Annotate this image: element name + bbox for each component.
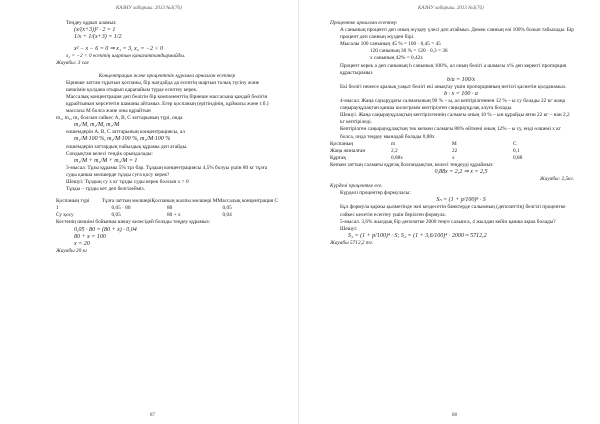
text-line: өлшемдерін заттардың пайыздық құрамы деп атайды.: [66, 143, 188, 150]
table-row: [330, 148, 574, 155]
left-page-body: [0, 20, 300, 255]
text-line: Тұзды – тұзды кет деп белгілейміз.: [66, 186, 145, 193]
table-row: [330, 155, 574, 162]
text-line: х санының 42% = 0,42x: [370, 55, 423, 62]
paragraph: А санының проценті деп оның жүздеу үлесі деп атаймыз. Демек санның өзі 100% болып табылады. Бір процент деп санның жүзден бірі.: [340, 27, 574, 41]
paragraph: Екі бөлігі немесе аралық уақыт бөлігі екі анықтау үшін пропорцияның негізгі қасиетін қолданамыз.: [340, 83, 567, 90]
text-line: өлшемдерін A, B, C заттарының концентрациясы, ал: [66, 129, 185, 136]
equation: Sₙ = (1 + p/100)ⁿ · S: [436, 197, 486, 204]
section-title: Күрделі процентке есе.: [330, 183, 383, 190]
table-header-cell: Массалық концентрация C: [217, 198, 278, 205]
page-number: 88: [452, 413, 457, 418]
table-cell: 0,88x: [391, 154, 403, 161]
table-cell: 22: [452, 147, 458, 154]
answer-line: Жауабы: 2,5кг.: [539, 176, 574, 183]
table-header: [330, 141, 574, 148]
equation: 80 + x = 100: [74, 233, 106, 240]
answer-line: Жауабы 5712,2 тг.: [330, 239, 374, 246]
table-header-cell: Тұзға заттың мөлшері: [101, 198, 152, 205]
table-row: [56, 212, 278, 219]
equation: (x/(x+3))² · 2 = 1: [74, 27, 116, 34]
equation: b/a = 100/x: [446, 76, 476, 83]
table-row: [56, 205, 278, 212]
paragraph: 4-мысал. Жаңа сауырудағы салмағының 90 % – ы, ал кептірілгеннен 12 % – ы су болады 22 кг жаңа саңырауқұлақтан қанша килограмм кептірілген саңырауқұлақ алуға болады.: [340, 98, 565, 112]
table-header-cell: Қоспаның түрі: [56, 198, 90, 205]
text-line: x₂ = −2 < 0 есептің шартын қанағаттандырмайды.: [66, 53, 186, 60]
table-cell: 2,2: [391, 147, 398, 154]
table-cell: 0,1: [513, 147, 520, 154]
table-cell: 0,05 · 80: [111, 205, 131, 212]
table-header-cell: Қоспаның: [330, 140, 354, 147]
text-line: Кепкен заттың салмағы құрғақ болғандықтан, келесі теңдеуді құраймыз:: [330, 161, 494, 168]
paragraph: 5-мысал. 3,6% жылдық бір депозитке 2000 теңге салынса, 4 жылдан кейін қанша ақша болады?: [340, 218, 556, 225]
right-page: [300, 0, 600, 424]
equation: m₁/M + m₂/M + m₃/M = 1: [74, 157, 138, 164]
equation: 1/x + 1/(x+3) = 1/2: [74, 34, 122, 41]
paragraph: Шешуі. Жаңа саңырауқұлақтың кептірілгеннің салмағы оның 10 % – ын құрайды яғни 22 кг – нан 2,2 кг кептіріледі.: [340, 112, 570, 126]
paragraph: Массалық концентрация деп бөлігін бір компоненттің бірнеше массасына қандай бөлігін құрайтынын көрсететін шаманы айтамыз. Егер қоспаның (ерітіндінің, құймасы және т.б.) массасы M болса және оны құрайтын: [66, 93, 269, 115]
paragraph: Процент керек а деп санының b санының 100%, ал оның бөлігі a шамасы x% деп керекті пропорция құрастырамыз: [340, 62, 567, 76]
table-cell: 0,05: [222, 205, 232, 212]
table-cell: Су қосу: [56, 212, 74, 219]
right-page-header: КАЗНУ хабаршы. 2013 №3(76): [418, 6, 484, 11]
answer-line: Жауабы 20 кг: [56, 247, 88, 254]
equation: 0,05 · 80 = (80 + x) · 0,04: [74, 226, 137, 233]
text-line: Күрделі процентер формуласы:: [340, 190, 411, 197]
text-line: Теңдеу құрып аламыз:: [66, 20, 117, 26]
table-cell: Құрғақ: [330, 154, 346, 161]
right-page-body: [300, 20, 600, 247]
answer-line: Жауабы: 3 сағ: [56, 60, 89, 67]
text-line: Шешуі: Тұздың су х кг тұзды суды керек болсын x > 0: [66, 178, 189, 185]
table-cell: 0,04: [222, 212, 232, 219]
text-line: m₁, m₂, m₃ болсын сәйкес A, B, C заттарының түрі, онда: [56, 115, 183, 122]
table-cell: 80: [167, 205, 173, 212]
table-cell: 0,05: [111, 212, 121, 219]
text-line: 120 санының 30 % = 120 · 0,3 = 36: [370, 48, 448, 55]
equation: S₄ = (1 + p/100)⁴ · S; S₄ = (1 + 3,6/100)⁴ · 2000 ≈ 5712,2: [348, 232, 487, 239]
equation: b · x = 100 · a: [444, 90, 478, 97]
equation: 0,88x = 2,2 ⇒ x = 2,5: [434, 168, 488, 175]
table-header-cell: C: [513, 140, 517, 147]
section-title: Процентке арналған есептер: [330, 20, 397, 26]
table-header-cell: M: [452, 140, 457, 147]
table-header-cell: m: [391, 140, 396, 147]
table-cell: 1: [56, 205, 59, 212]
table-header-cell: Қоспаның жалпы мөлшері M: [151, 198, 218, 205]
left-page-header: КАЗНУ хабаршы. 2013 №3(76): [116, 6, 182, 11]
text-line: Кестенің шешімі бойынша шешу келесідей болады теңдеу құрамыз:: [56, 219, 211, 226]
paragraph: Кептірілген саңырауқұлақтың тек кепкен салмағы 88% өйткені оның 12% – ы су, енді өлшемі х кг болса, онда теңдеу мынадай болады 0,88x: [340, 126, 562, 140]
equation: m₁/M, m₂/M, m₃/M: [74, 122, 120, 129]
section-title: Концентрация және проценттік құрамға арналған есептер: [98, 72, 236, 79]
text-line: Сондықтан келесі теңдік орындалады:: [66, 150, 153, 157]
paragraph: Бұл формула қаржы қызметінде жиі кездесетін банктерде салымның (депозиттің) белгілі процентке сәйкес келетін есептеу үшін берілген формула.: [340, 204, 566, 218]
text-line: Шешуі:: [340, 225, 358, 232]
equation: x = 20: [74, 240, 90, 247]
paragraph: 3-мысал. Тұзы құрамы 5% тұз бар. Тұздың концентрациясы 4,5% болуы үшін 80 кг тұзға суды қанша мөлшерде тұзды суға қосу керек?: [66, 164, 268, 178]
table-cell: Жаңа жиналған: [330, 147, 366, 154]
table-cell: 0,88: [513, 154, 523, 161]
equation: m₁/M·100 %, m₂/M·100 %, m₃/M·100 %: [74, 136, 171, 143]
text-line: Мысалы 100 санының 45 % = 100 · 0,45 = 45: [340, 41, 441, 48]
page-number: 87: [150, 413, 155, 418]
table-header: [56, 198, 278, 205]
equation: x² − x − 6 = 0 ⇒ x₁ = 3, x₂ = −2 < 0: [74, 46, 163, 53]
table-cell: x: [452, 154, 455, 161]
paragraph: Бірнеше заттан тұратын қоспаны, бір жағдайда да есептің шартын толық түсіну және шешімін қолдана отырып қарапайым түрде есептеу керек.: [66, 79, 260, 93]
table-cell: 80 + x: [167, 212, 181, 219]
